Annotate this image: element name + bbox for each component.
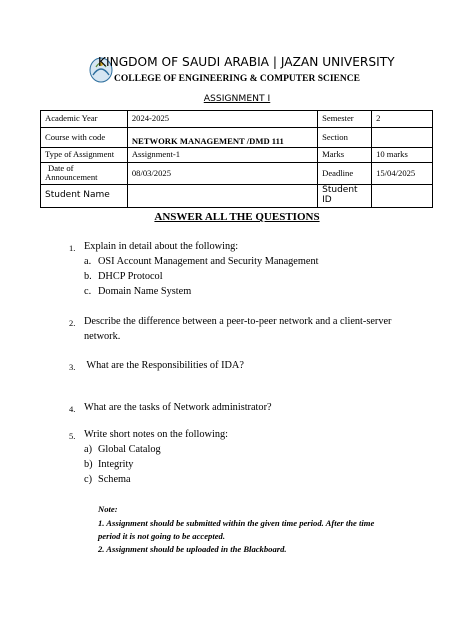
- section-value: [372, 128, 433, 148]
- announcement-date-label-line2: Announcement: [45, 172, 98, 183]
- question-1-text: Explain in detail about the following:: [84, 241, 239, 252]
- semester-label: Semester: [318, 111, 372, 128]
- question-1b-text: DHCP Protocol: [98, 271, 163, 282]
- student-name-field[interactable]: [127, 184, 317, 207]
- marks-value: 10 marks: [372, 148, 433, 163]
- section-label: Section: [318, 128, 372, 148]
- assignment-title: ASSIGNMENT I: [203, 93, 271, 104]
- course-label: Course with code: [41, 128, 128, 148]
- question-4-number: 4.: [69, 404, 76, 414]
- table-row: [41, 184, 433, 207]
- student-id-label: [318, 184, 372, 207]
- deadline-label: Deadline: [318, 163, 372, 185]
- note-title: Note:: [98, 504, 118, 514]
- question-5b-marker: b): [84, 459, 93, 470]
- student-id-label-line2: ID: [322, 194, 332, 205]
- question-5c-text: Schema: [98, 474, 131, 485]
- deadline-value: 15/04/2025: [372, 163, 433, 185]
- table-row: [41, 111, 433, 128]
- student-name-label: Student Name: [41, 184, 128, 207]
- table-row: [41, 128, 433, 148]
- question-2-number: 2.: [69, 318, 76, 328]
- question-5-number: 5.: [69, 431, 76, 441]
- assignment-type-value: Assignment-1: [127, 148, 317, 163]
- note-line-1: 1. Assignment should be submitted within the given time period. After the time: [98, 518, 375, 528]
- academic-year-value: 2024-2025: [127, 111, 317, 128]
- university-title: KINGDOM OF SAUDI ARABIA | JAZAN UNIVERSITY: [98, 55, 395, 69]
- table-row: [41, 163, 433, 185]
- question-3-text: What are the Responsibilities of IDA?: [84, 360, 244, 371]
- announcement-date-value: 08/03/2025: [127, 163, 317, 185]
- table-row: [41, 148, 433, 163]
- question-1a-text: OSI Account Management and Security Management: [98, 256, 319, 267]
- question-1c-text: Domain Name System: [98, 286, 192, 297]
- question-1-number: 1.: [69, 243, 76, 253]
- question-5b-text: Integrity: [98, 459, 134, 470]
- question-4-text: What are the tasks of Network administrator?: [84, 402, 272, 413]
- course-value: NETWORK MANAGEMENT /DMD 111: [127, 128, 317, 148]
- question-2-text-line2: network.: [84, 331, 121, 342]
- marks-label: Marks: [318, 148, 372, 163]
- question-5a-marker: a): [84, 444, 92, 455]
- note-line-3: 2. Assignment should be uploaded in the Blackboard.: [98, 544, 287, 554]
- question-1a-marker: a.: [84, 256, 92, 267]
- instructions-heading: ANSWER ALL THE QUESTIONS: [154, 211, 320, 223]
- note-line-2: period it is not going to be accepted.: [98, 531, 225, 541]
- question-1c-marker: c.: [84, 286, 92, 297]
- academic-year-label: Academic Year: [41, 111, 128, 128]
- announcement-date-label: [41, 163, 128, 185]
- question-1b-marker: b.: [84, 271, 92, 282]
- student-id-field[interactable]: [372, 184, 433, 207]
- assignment-type-label: Type of Assignment: [41, 148, 128, 163]
- question-5c-marker: c): [84, 474, 92, 485]
- semester-value: 2: [372, 111, 433, 128]
- question-2-text-line1: Describe the difference between a peer-to-peer network and a client-server: [84, 316, 392, 327]
- college-title: COLLEGE OF ENGINEERING & COMPUTER SCIENCE: [114, 74, 360, 84]
- announcement-date-label-line1: Date of: [48, 163, 74, 173]
- student-id-label-line1: Student: [322, 184, 358, 195]
- question-5a-text: Global Catalog: [98, 444, 161, 455]
- question-5-text: Write short notes on the following:: [84, 429, 229, 440]
- assignment-info-table: [40, 110, 433, 208]
- question-3-number: 3.: [69, 362, 76, 372]
